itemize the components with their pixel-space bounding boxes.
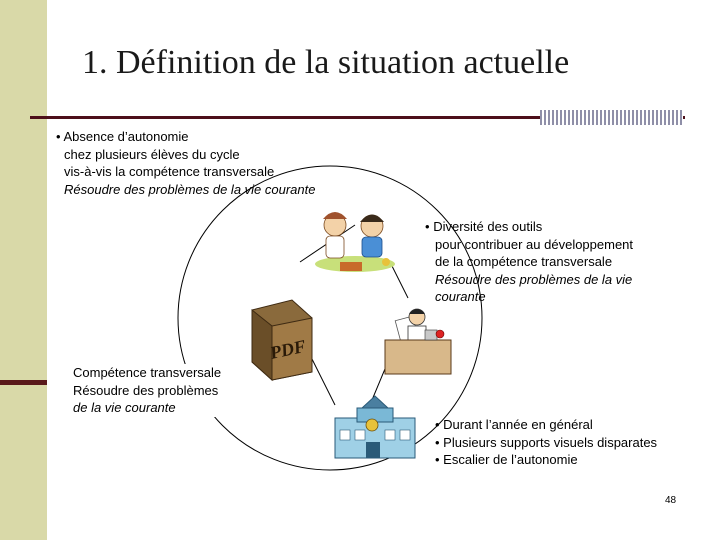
- page-number: 48: [665, 495, 677, 506]
- list-item: • Plusieurs supports visuels disparates: [435, 434, 658, 450]
- tools-line-1: • Diversité des outils: [425, 219, 543, 234]
- pdf-label: PDF: [268, 335, 308, 363]
- list-item: • Escalier de l’autonomie: [435, 452, 578, 467]
- pdf-book-icon: [252, 300, 312, 380]
- bottom-bullet-list: [435, 416, 657, 469]
- slide-title: 1. Définition de la situation actuelle: [82, 44, 570, 81]
- teacher-desk-icon: [385, 309, 451, 374]
- current-situation-text: [56, 128, 315, 198]
- tools-line-2: pour contribuer au développement: [435, 236, 634, 252]
- tools-line-3: de la compétence transversale: [435, 254, 613, 269]
- current-situation-line-3: vis-à-vis la compétence transversale: [64, 164, 275, 179]
- list-item: • Durant l’année en général: [435, 417, 593, 432]
- competence-italic-line: de la vie courante: [73, 400, 176, 415]
- tools-diversity-text: [425, 218, 633, 306]
- spoke-line: [390, 262, 408, 298]
- school-building-icon: [335, 396, 415, 458]
- tools-italic-line-2: courante: [435, 289, 486, 304]
- current-situation-line-2: chez plusieurs élèves du cycle: [64, 146, 240, 162]
- tools-italic-line-1: Résoudre des problèmes de la vie: [435, 271, 633, 287]
- children-playing-icon: [315, 212, 395, 272]
- current-situation-line-1: • Absence d’autonomie: [56, 129, 189, 144]
- current-situation-italic-line: Résoudre des problèmes de la vie courante: [64, 181, 316, 197]
- competence-text: [73, 364, 221, 417]
- competence-line-1: Compétence transversale: [73, 365, 222, 380]
- competence-line-2: Résoudre des problèmes: [73, 382, 219, 398]
